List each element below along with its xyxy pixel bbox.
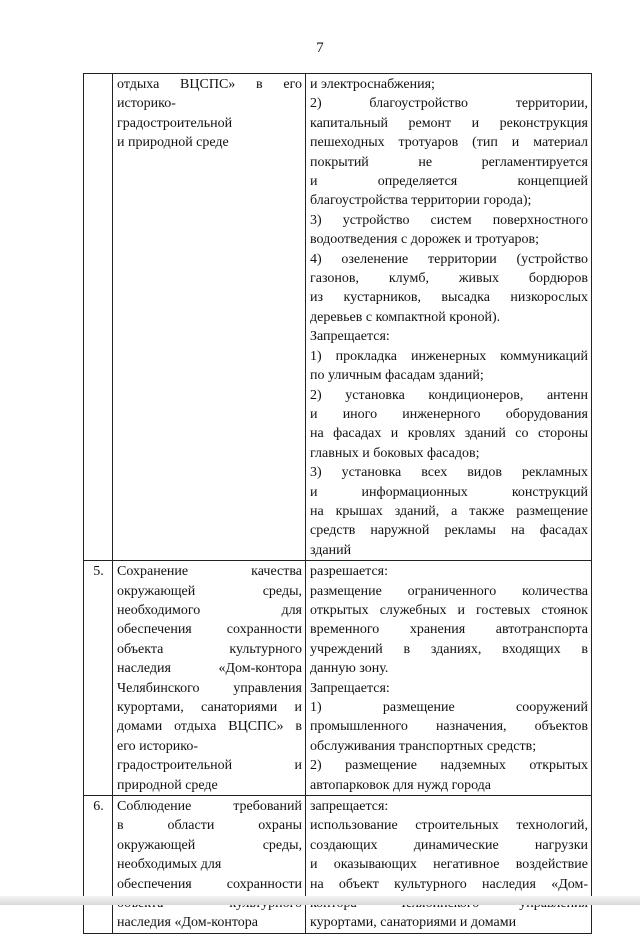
text-line: газонов, клумб, живых бордюров — [310, 271, 588, 287]
regulations-table — [83, 73, 592, 934]
text-line: 3) устройство систем поверхностного — [310, 212, 588, 228]
row-number: 5. — [84, 561, 113, 796]
table-row — [84, 561, 592, 796]
text-line: на объект культурного наследия «Дом- — [310, 876, 588, 892]
text-line: окружающей среды, — [117, 837, 302, 853]
text-line: учреждений в зданиях, входящих в — [310, 641, 588, 657]
text-line: и оказывающих негативное воздействие — [310, 857, 588, 873]
text-line: объекта культурного — [117, 641, 302, 657]
text-line: создающих динамические нагрузки — [310, 837, 588, 853]
text-line: необходимого для — [117, 602, 302, 618]
text-line: 1) прокладка инженерных коммуникаций — [310, 348, 588, 364]
text-line: 2) размещение надземных открытых — [310, 758, 588, 774]
text-line: и природной среде — [117, 135, 229, 151]
text-line: Запрещается: — [310, 329, 390, 345]
text-line: окружающей среды, — [117, 583, 302, 599]
text-line: его историко- — [117, 738, 198, 754]
text-line: по уличным фасадам зданий; — [310, 368, 484, 384]
text-line: отдыха ВЦСПС» в его — [117, 77, 302, 92]
text-line: средств наружной рекламы на фасадах — [310, 523, 588, 539]
text-line: Соблюдение требований — [117, 799, 302, 815]
text-line: данную зону. — [310, 661, 389, 677]
text-line: главных и боковых фасадов; — [310, 445, 480, 461]
text-line: временного хранения автотранспорта — [310, 622, 588, 638]
table-row — [84, 796, 592, 934]
requirement-name — [113, 796, 306, 934]
page-number: 7 — [316, 40, 324, 56]
text-line: наследия «Дом-контора — [117, 661, 302, 677]
text-line: градостроительной и — [117, 758, 302, 774]
text-line: и электроснабжения; — [310, 77, 435, 92]
text-line: и определяется концепцией — [310, 174, 588, 190]
text-line: на крышах зданий, а также размещение — [310, 503, 588, 519]
scan-bottom-edge — [0, 896, 640, 905]
row-number — [84, 74, 113, 561]
text-line: открытых служебных и гостевых стоянок — [310, 602, 588, 618]
text-line: капитальный ремонт и реконструкция — [310, 115, 588, 131]
text-line: 2) благоустройство территории, — [310, 96, 588, 112]
text-line: обеспечения сохранности — [117, 622, 302, 638]
text-line: деревьев с компактной кроной). — [310, 309, 501, 325]
text-line: и иного инженерного оборудования — [310, 406, 588, 422]
text-line: покрытий не регламентируется — [310, 154, 588, 170]
text-line: Сохранение качества — [117, 564, 302, 580]
text-line: разрешается: — [310, 564, 388, 580]
text-line: курортами, санаториями и домами — [310, 915, 517, 931]
text-line: Челябинского управления — [117, 680, 302, 696]
requirement-name — [113, 74, 306, 561]
requirement-name — [113, 561, 306, 796]
text-line: необходимых для — [117, 857, 222, 873]
requirement-text — [306, 796, 592, 934]
text-line: на фасадах и кровлях зданий со стороны — [310, 426, 588, 442]
requirement-text — [306, 561, 592, 796]
text-line: автопарковок для нужд города — [310, 777, 492, 793]
text-line: обеспечения сохранности — [117, 876, 302, 892]
text-line: размещение ограниченного количества — [310, 583, 588, 599]
text-line: запрещается: — [310, 799, 389, 815]
text-line: историко- — [117, 96, 176, 112]
text-line: 1) размещение сооружений — [310, 700, 588, 715]
table-row — [84, 74, 592, 561]
text-line: наследия «Дом-контора — [117, 915, 259, 931]
text-line: водоотведения с дорожек и тротуаров; — [310, 232, 540, 248]
text-line: курортами, санаториями и — [117, 700, 302, 715]
text-line: и информационных конструкций — [310, 484, 588, 500]
text-line: промышленного назначения, объектов — [310, 719, 588, 735]
text-line: зданий — [310, 542, 352, 558]
text-line: обслуживания транспортных средств; — [310, 738, 537, 754]
text-line: 4) озеленение территории (устройство — [310, 251, 588, 267]
text-line: 2) установка кондиционеров, антенн — [310, 387, 588, 403]
text-line: градостроительной — [117, 115, 233, 131]
row-number: 6. — [84, 796, 113, 934]
requirement-text — [306, 74, 592, 561]
text-line: пешеходных тротуаров (тип и материал — [310, 135, 588, 151]
text-line: в области охраны — [117, 818, 302, 834]
text-line: из кустарников, высадка низкорослых — [310, 290, 588, 306]
text-line: благоустройства территории города); — [310, 193, 532, 209]
text-line: 3) установка всех видов рекламных — [310, 465, 588, 481]
text-line: природной среде — [117, 777, 218, 793]
text-line: домами отдыха ВЦСПС» в — [117, 719, 302, 735]
text-line: Запрещается: — [310, 680, 390, 696]
text-line: использование строительных технологий, — [310, 818, 588, 834]
